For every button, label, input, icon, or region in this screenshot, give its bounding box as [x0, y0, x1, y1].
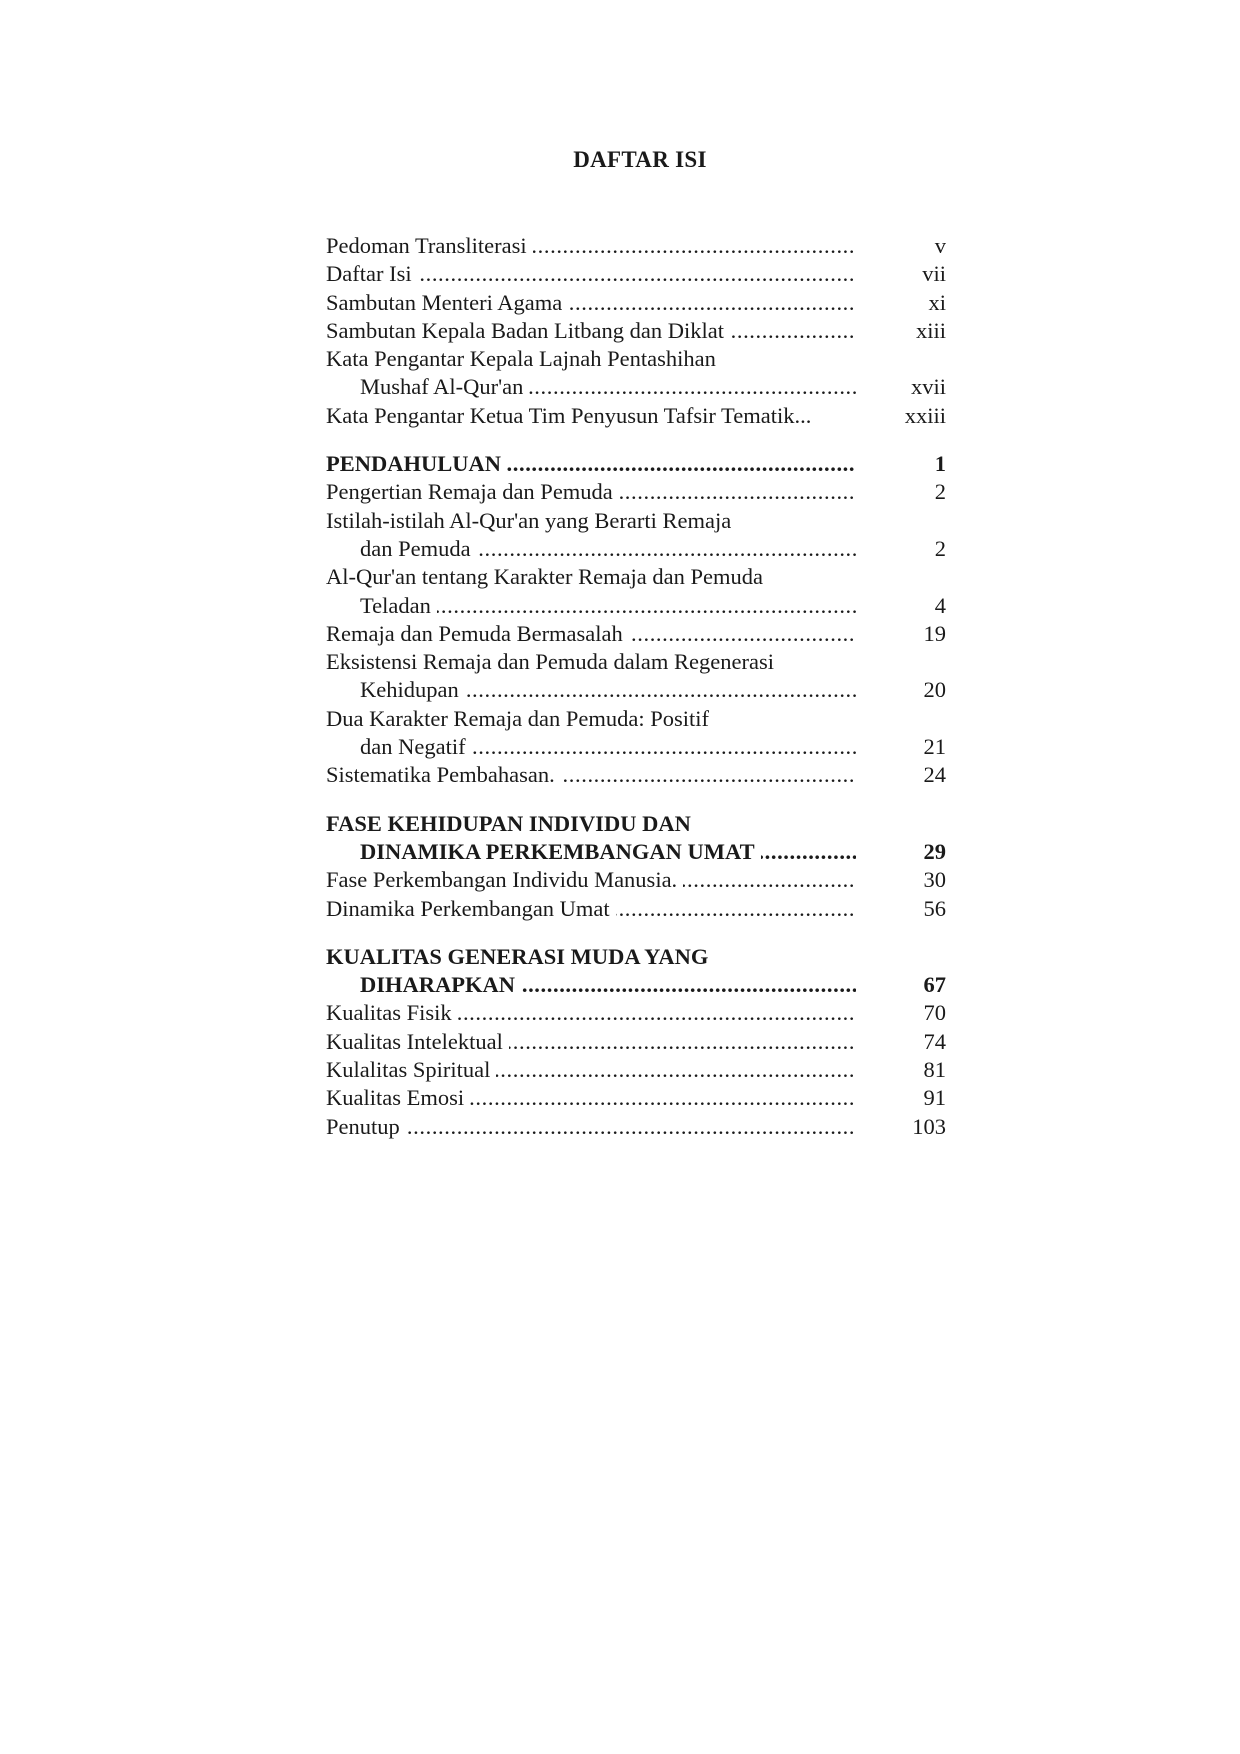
toc-entry-title — [326, 1028, 856, 1056]
toc-entry[interactable] — [326, 402, 946, 430]
toc-entry-title — [360, 971, 856, 999]
toc-entry-title — [326, 943, 856, 971]
toc-section — [326, 232, 946, 430]
toc-page-number: 2 — [934, 479, 946, 505]
toc-entry-title — [326, 1113, 856, 1141]
toc-entry-text: FASE KEHIDUPAN INDIVIDU DAN — [326, 811, 697, 836]
toc-section — [326, 810, 946, 923]
toc-page-number: 2 — [934, 535, 946, 561]
toc-page-number: 56 — [923, 895, 946, 921]
toc-entry-title — [360, 373, 856, 401]
toc-entry-title — [326, 260, 856, 288]
toc-entry-text: dan Pemuda — [360, 536, 477, 561]
toc-page-number: 21 — [923, 734, 946, 760]
toc-entry-text: Pedoman Transliterasi — [326, 233, 533, 258]
toc-entry[interactable] — [326, 1056, 946, 1084]
toc-chapter-entry[interactable] — [326, 971, 946, 999]
toc-entry-title — [326, 705, 856, 733]
toc-entry[interactable] — [326, 592, 946, 620]
toc-page-number: xxiii — [904, 402, 946, 428]
toc-entry-text: Eksistensi Remaja dan Pemuda dalam Regenerasi — [326, 649, 780, 674]
toc-chapter-entry[interactable] — [326, 838, 946, 866]
toc-entry[interactable] — [326, 232, 946, 260]
page-title: DAFTAR ISI — [573, 147, 707, 172]
toc-entry-title — [326, 507, 856, 535]
toc-entry-text: Pengertian Remaja dan Pemuda — [326, 479, 619, 504]
toc-entry[interactable] — [326, 999, 946, 1027]
toc-entry-text: Kualitas Intelektual — [326, 1029, 509, 1054]
toc-entry[interactable] — [326, 317, 946, 345]
toc-section — [326, 943, 946, 1141]
toc-entry-text: Mushaf Al-Qur'an — [360, 374, 529, 399]
toc-entry-title — [326, 1084, 856, 1112]
toc-entry-text: DINAMIKA PERKEMBANGAN UMAT — [360, 839, 761, 864]
toc-entry[interactable] — [326, 260, 946, 288]
toc-entry-title — [326, 289, 856, 317]
toc-entry-text: Kata Pengantar Kepala Lajnah Pentashihan — [326, 346, 722, 371]
toc-page-number: 74 — [923, 1028, 946, 1054]
toc-entry-title — [360, 838, 856, 866]
toc-entry-text: Al-Qur'an tentang Karakter Remaja dan Pemuda — [326, 564, 769, 589]
toc-entry-title — [360, 733, 856, 761]
toc-entry-text: Daftar Isi — [326, 261, 418, 286]
toc-entry[interactable] — [326, 866, 946, 894]
toc-entry[interactable] — [326, 1084, 946, 1112]
toc-entry-title — [326, 761, 856, 789]
toc-entry-title — [326, 999, 856, 1027]
toc-entry-text: Kualitas Fisik — [326, 1000, 458, 1025]
toc-section — [326, 450, 946, 790]
toc-page-number: 91 — [923, 1085, 946, 1111]
toc-entry[interactable] — [326, 373, 946, 401]
toc-entry-text: Remaja dan Pemuda Bermasalah — [326, 621, 629, 646]
toc-page-number: 4 — [934, 592, 946, 618]
toc-page-number: 103 — [912, 1113, 946, 1139]
toc-entry-text: Dua Karakter Remaja dan Pemuda: Positif — [326, 706, 715, 731]
toc-chapter-entry[interactable] — [326, 810, 946, 838]
toc-entry-text: Penutup — [326, 1114, 406, 1139]
toc-entry-text: Sambutan Kepala Badan Litbang dan Diklat — [326, 318, 730, 343]
toc-page-number: 67 — [923, 972, 946, 998]
toc-entry-text: Sistematika Pembahasan. — [326, 762, 561, 787]
toc-entry-title — [326, 402, 856, 430]
toc-page-number: 20 — [923, 677, 946, 703]
toc-entry[interactable] — [326, 895, 946, 923]
toc-entry-text: Kata Pengantar Ketua Tim Penyusun Tafsir Tematik... — [326, 403, 817, 428]
toc-entry-text: Kulalitas Spiritual — [326, 1057, 496, 1082]
table-of-contents — [326, 232, 946, 1141]
toc-entry-text: Dinamika Perkembangan Umat — [326, 896, 616, 921]
toc-page-number: vii — [922, 261, 946, 287]
toc-entry-title — [326, 620, 856, 648]
toc-page-number: 1 — [934, 451, 946, 477]
toc-entry[interactable] — [326, 761, 946, 789]
toc-entry-text: Teladan — [360, 593, 437, 618]
toc-entry-text: Kehidupan — [360, 677, 465, 702]
toc-entry-title — [326, 648, 856, 676]
toc-entry[interactable] — [326, 705, 946, 733]
toc-entry[interactable] — [326, 563, 946, 591]
toc-entry[interactable] — [326, 535, 946, 563]
toc-entry-text: DIHARAPKAN — [360, 972, 521, 997]
toc-page-number: xvii — [910, 374, 946, 400]
toc-entry-title — [326, 478, 856, 506]
toc-entry[interactable] — [326, 1113, 946, 1141]
toc-entry[interactable] — [326, 507, 946, 535]
toc-page-number: 24 — [923, 762, 946, 788]
toc-entry-title — [326, 232, 856, 260]
toc-page-number: 29 — [923, 838, 946, 864]
toc-entry-title — [326, 1056, 856, 1084]
toc-entry-title — [360, 676, 856, 704]
toc-entry[interactable] — [326, 478, 946, 506]
toc-entry-title — [360, 535, 856, 563]
toc-entry[interactable] — [326, 676, 946, 704]
toc-entry-title — [326, 345, 856, 373]
toc-entry-title — [326, 810, 856, 838]
toc-chapter-entry[interactable] — [326, 450, 946, 478]
toc-entry-text: KUALITAS GENERASI MUDA YANG — [326, 944, 714, 969]
toc-entry-text: Sambutan Menteri Agama — [326, 290, 568, 315]
toc-entry-title — [326, 317, 856, 345]
toc-entry[interactable] — [326, 345, 946, 373]
toc-entry[interactable] — [326, 620, 946, 648]
toc-entry[interactable] — [326, 648, 946, 676]
toc-entry[interactable] — [326, 733, 946, 761]
toc-entry-text: Fase Perkembangan Individu Manusia. — [326, 867, 683, 892]
toc-entry-title — [326, 866, 856, 894]
toc-page-number: xi — [928, 289, 946, 315]
toc-entry[interactable] — [326, 1028, 946, 1056]
toc-entry-title — [326, 450, 856, 478]
toc-page-number: 30 — [923, 867, 946, 893]
toc-entry-title — [326, 563, 856, 591]
toc-entry[interactable] — [326, 289, 946, 317]
toc-entry-text: PENDAHULUAN — [326, 451, 507, 476]
toc-chapter-entry[interactable] — [326, 943, 946, 971]
toc-page-number: 19 — [923, 620, 946, 646]
toc-page-number: xiii — [915, 317, 946, 343]
toc-entry-title — [326, 895, 856, 923]
toc-entry-text: dan Negatif — [360, 734, 472, 759]
toc-page-number: 70 — [923, 1000, 946, 1026]
toc-page-number: v — [934, 233, 946, 258]
toc-page-number: 81 — [923, 1057, 946, 1083]
toc-entry-text: Kualitas Emosi — [326, 1085, 470, 1110]
toc-entry-title — [360, 592, 856, 620]
toc-entry-text: Istilah-istilah Al-Qur'an yang Berarti Remaja — [326, 508, 737, 533]
